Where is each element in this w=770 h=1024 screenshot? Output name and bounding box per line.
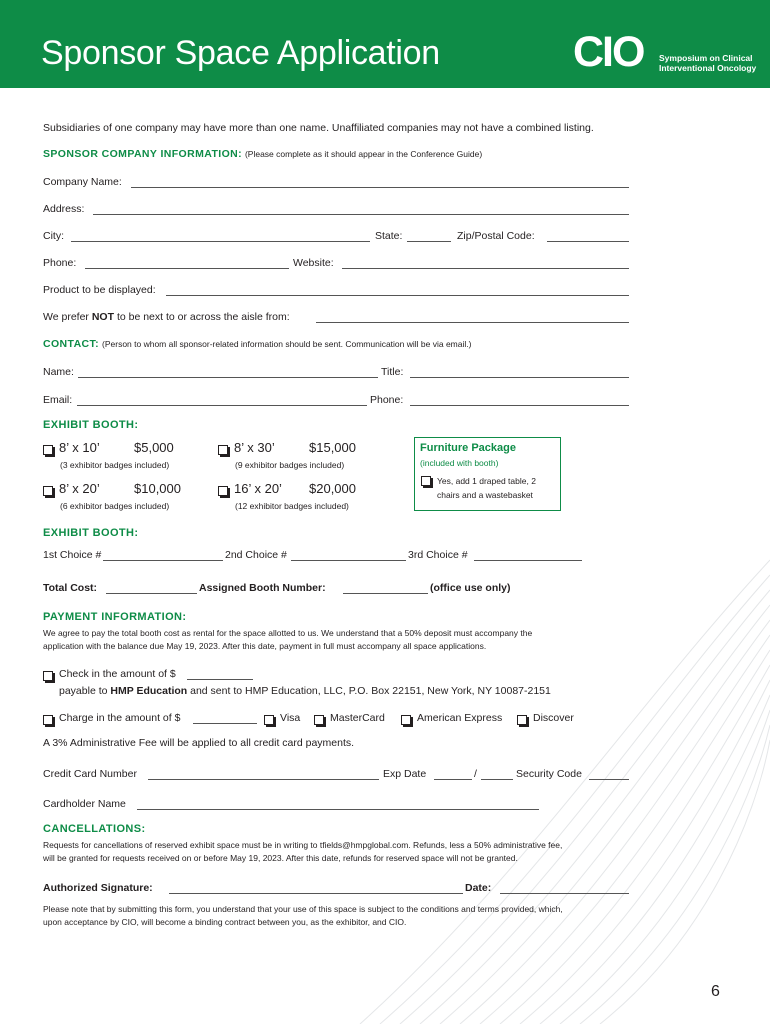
charge-payment-checkbox[interactable]: [43, 715, 53, 725]
booth-8x30-checkbox[interactable]: [218, 445, 228, 455]
website-label: Website:: [293, 257, 334, 269]
third-choice-field[interactable]: [474, 560, 582, 561]
contact-title-label: Title:: [381, 366, 404, 378]
exp-year-field[interactable]: [481, 779, 513, 780]
terms-note: Please note that by submitting this form, you understand that your use of this space is subject to the conditions and terms provided, which, upon acceptance by CIO, will become a binding contract between you, as the exhibitor, and CIO.: [43, 904, 563, 927]
booth-8x20-price: $10,000: [134, 481, 181, 496]
zip-label: Zip/Postal Code:: [457, 230, 535, 242]
payable-to-text: payable to HMP Education and sent to HMP Education, LLC, P.O. Box 22151, New York, NY 10087-2151: [59, 685, 551, 697]
product-label: Product to be displayed:: [43, 284, 156, 296]
page-number: 6: [711, 983, 720, 1000]
check-amount-label: Check in the amount of $: [59, 668, 176, 680]
state-field[interactable]: [407, 241, 451, 242]
security-code-label: Security Code: [516, 768, 582, 780]
signature-date-label: Date:: [465, 882, 492, 894]
booth-8x30-badges: (9 exhibitor badges included): [235, 460, 345, 470]
booth-8x10-badges: (3 exhibitor badges included): [60, 460, 170, 470]
total-cost-label: Total Cost:: [43, 582, 98, 594]
payment-section-heading: PAYMENT INFORMATION:: [43, 611, 187, 623]
address-field[interactable]: [93, 214, 629, 215]
sponsor-section-heading: SPONSOR COMPANY INFORMATION: (Please complete as it should appear in the Conference Guide): [43, 148, 483, 160]
contact-phone-label: Phone:: [370, 394, 404, 406]
exp-month-field[interactable]: [434, 779, 472, 780]
exp-date-label: Exp Date: [383, 768, 427, 780]
visa-checkbox[interactable]: [264, 715, 274, 725]
contact-name-field[interactable]: [78, 377, 378, 378]
booth-8x20-checkbox[interactable]: [43, 486, 53, 496]
furniture-note: (included with booth): [420, 458, 499, 468]
city-label: City:: [43, 230, 64, 242]
cc-number-label: Credit Card Number: [43, 768, 137, 780]
phone-field[interactable]: [85, 268, 289, 269]
website-field[interactable]: [342, 268, 629, 269]
second-choice-field[interactable]: [291, 560, 406, 561]
header-banner: [0, 0, 770, 88]
contact-email-field[interactable]: [77, 405, 367, 406]
booth-8x30-size: 8’ x 30’: [234, 440, 275, 455]
booth-choice-heading: EXHIBIT BOOTH:: [43, 527, 139, 539]
discover-checkbox[interactable]: [517, 715, 527, 725]
booth-16x20-size: 16’ x 20’: [234, 481, 282, 496]
booth-16x20-price: $20,000: [309, 481, 356, 496]
discover-label: Discover: [533, 712, 574, 724]
booth-8x10-price: $5,000: [134, 440, 174, 455]
assigned-booth-label: Assigned Booth Number:: [199, 582, 326, 594]
product-field[interactable]: [166, 295, 629, 296]
contact-phone-field[interactable]: [410, 405, 629, 406]
signature-date-field[interactable]: [500, 893, 629, 894]
booth-8x10-size: 8’ x 10’: [59, 440, 100, 455]
booth-section-heading: EXHIBIT BOOTH:: [43, 419, 139, 431]
furniture-checkbox[interactable]: [421, 476, 431, 486]
booth-8x30-price: $15,000: [309, 440, 356, 455]
furniture-title: Furniture Package: [420, 442, 516, 454]
amex-checkbox[interactable]: [401, 715, 411, 725]
booth-8x20-badges: (6 exhibitor badges included): [60, 501, 170, 511]
zip-field[interactable]: [547, 241, 629, 242]
signature-field[interactable]: [169, 893, 463, 894]
city-field[interactable]: [71, 241, 370, 242]
aisle-preference-label: We prefer NOT to be next to or across the aisle from:: [43, 311, 290, 323]
amex-label: American Express: [417, 712, 503, 724]
booth-16x20-checkbox[interactable]: [218, 486, 228, 496]
contact-name-label: Name:: [43, 366, 74, 378]
address-label: Address:: [43, 203, 85, 215]
phone-label: Phone:: [43, 257, 77, 269]
booth-8x10-checkbox[interactable]: [43, 445, 53, 455]
booth-8x20-size: 8’ x 20’: [59, 481, 100, 496]
furniture-package-box: [414, 437, 561, 511]
first-choice-field[interactable]: [103, 560, 223, 561]
intro-text: Subsidiaries of one company may have more than one name. Unaffiliated companies may not have a combined listing.: [43, 122, 594, 134]
cc-number-field[interactable]: [148, 779, 379, 780]
aisle-preference-field[interactable]: [316, 322, 629, 323]
charge-amount-label: Charge in the amount of $: [59, 712, 181, 724]
first-choice-label: 1st Choice #: [43, 549, 102, 561]
page-title: Sponsor Space Application: [41, 34, 440, 72]
signature-label: Authorized Signature:: [43, 882, 153, 894]
charge-amount-field[interactable]: [193, 723, 257, 724]
furniture-option-text: Yes, add 1 draped table, 2 chairs and a wastebasket: [437, 476, 536, 500]
assigned-booth-field[interactable]: [343, 593, 428, 594]
booth-16x20-badges: (12 exhibitor badges included): [235, 501, 349, 511]
cancellations-heading: CANCELLATIONS:: [43, 823, 146, 835]
mastercard-label: MasterCard: [330, 712, 385, 724]
company-name-label: Company Name:: [43, 176, 122, 188]
company-name-field[interactable]: [131, 187, 629, 188]
cardholder-name-label: Cardholder Name: [43, 798, 126, 810]
contact-section-heading: CONTACT: (Person to whom all sponsor-related information should be sent. Communication will be via email.): [43, 338, 472, 350]
admin-fee-note: A 3% Administrative Fee will be applied to all credit card payments.: [43, 737, 355, 749]
check-payment-checkbox[interactable]: [43, 671, 53, 681]
check-amount-field[interactable]: [187, 679, 253, 680]
total-cost-field[interactable]: [106, 593, 197, 594]
office-use-note: (office use only): [430, 582, 511, 594]
mastercard-checkbox[interactable]: [314, 715, 324, 725]
contact-email-label: Email:: [43, 394, 73, 406]
payment-terms-text: We agree to pay the total booth cost as rental for the space allotted to us. We understand that a 50% deposit must accompany the application with the balance due May 19, 2023. After this date, payment in full must accompany all space applications.: [43, 628, 533, 651]
visa-label: Visa: [280, 712, 301, 724]
second-choice-label: 2nd Choice #: [225, 549, 287, 561]
third-choice-label: 3rd Choice #: [408, 549, 468, 561]
logo-subtitle: Symposium on Clinical Interventional Oncology: [659, 53, 757, 73]
cancellations-text: Requests for cancellations of reserved exhibit space must be in writing to tfields@hmpglobal.com. Refunds, less a 50% administrative fee, will be granted for requests received on or before May 19, 2023. After this date, refunds for reserved space will not be granted.: [43, 840, 563, 863]
security-code-field[interactable]: [589, 779, 629, 780]
state-label: State:: [375, 230, 403, 242]
contact-title-field[interactable]: [410, 377, 629, 378]
cio-logo: CIO: [573, 28, 644, 76]
cardholder-name-field[interactable]: [137, 809, 539, 810]
exp-date-separator: /: [474, 768, 477, 780]
